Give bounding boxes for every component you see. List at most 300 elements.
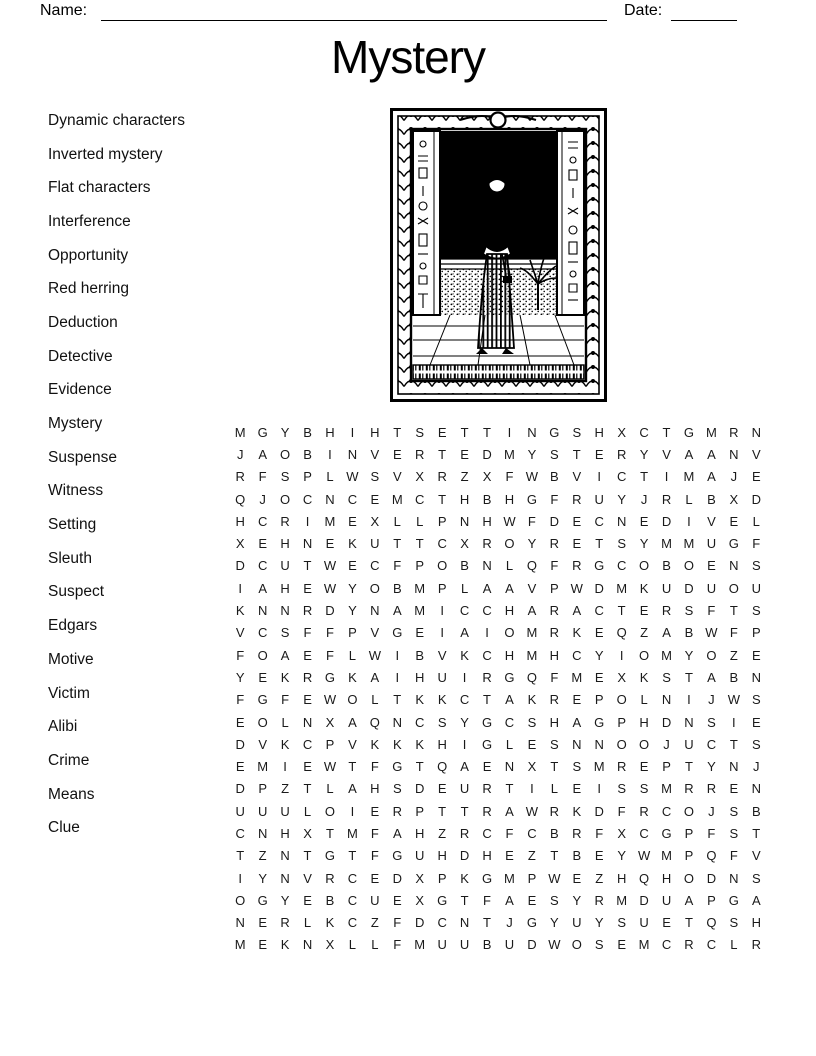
grid-cell: D xyxy=(235,781,245,797)
grid-cell: C xyxy=(257,513,268,529)
grid-cell: Y xyxy=(617,491,626,507)
grid-cell: T xyxy=(325,825,334,841)
grid-cell: V xyxy=(303,870,312,886)
grid-cell: H xyxy=(280,580,290,596)
grid-cell: J xyxy=(259,491,266,507)
grid-cell: R xyxy=(302,603,313,619)
grid-cell: A xyxy=(684,446,694,462)
word-list-item: Crime xyxy=(48,751,90,769)
left-pillar xyxy=(413,131,440,315)
grid-cell: X xyxy=(482,469,492,485)
grid-cell: C xyxy=(661,937,672,953)
grid-cell: N xyxy=(684,714,694,730)
grid-cell: K xyxy=(572,625,582,641)
grid-cell: A xyxy=(505,580,514,596)
grid-cell: E xyxy=(303,759,312,775)
grid-cell: A xyxy=(662,625,671,641)
grid-cell: J xyxy=(506,915,513,931)
grid-cell: C xyxy=(661,803,672,819)
grid-cell: R xyxy=(616,446,627,462)
grid-cell: H xyxy=(370,781,380,797)
grid-cell: T xyxy=(550,759,559,775)
grid-cell: P xyxy=(527,870,537,886)
grid-cell: G xyxy=(257,892,268,908)
grid-cell: U xyxy=(684,736,694,752)
grid-cell: E xyxy=(729,781,739,797)
grid-cell: R xyxy=(684,937,694,953)
grid-cell: C xyxy=(706,937,717,953)
grid-cell: F xyxy=(483,892,491,908)
grid-cell: M xyxy=(414,937,426,953)
grid-cell: O xyxy=(639,647,650,663)
grid-cell: G xyxy=(526,491,537,507)
grid-cell: M xyxy=(391,491,403,507)
grid-cell: C xyxy=(437,915,447,931)
grid-cell: U xyxy=(661,580,672,596)
grid-cell: V xyxy=(527,580,537,596)
grid-cell: X xyxy=(527,759,537,775)
grid-cell: M xyxy=(526,647,538,663)
grid-cell: D xyxy=(392,870,402,886)
grid-cell: L xyxy=(640,692,648,708)
grid-cell: F xyxy=(729,625,738,641)
grid-cell: C xyxy=(639,825,649,841)
grid-cell: I xyxy=(597,781,602,797)
grid-cell: N xyxy=(257,825,268,841)
grid-cell: X xyxy=(325,714,335,730)
grid-cell: C xyxy=(370,558,380,574)
grid-cell: C xyxy=(347,915,358,931)
grid-cell: R xyxy=(392,803,402,819)
grid-cell: Y xyxy=(550,915,559,931)
grid-cell: Z xyxy=(258,848,267,864)
grid-cell: T xyxy=(684,915,693,931)
grid-cell: B xyxy=(550,469,559,485)
grid-cell: O xyxy=(616,736,627,752)
grid-cell: A xyxy=(707,669,716,685)
grid-cell: S xyxy=(751,736,761,752)
grid-cell: L xyxy=(326,469,334,485)
grid-cell: N xyxy=(661,692,672,708)
grid-cell: E xyxy=(348,513,357,529)
grid-cell: T xyxy=(415,536,424,552)
grid-cell: E xyxy=(617,937,626,953)
grid-cell: X xyxy=(729,491,739,507)
grid-cell: N xyxy=(729,870,739,886)
grid-cell: Y xyxy=(617,848,626,864)
grid-cell: G xyxy=(257,424,268,440)
grid-cell: D xyxy=(482,446,492,462)
grid-cell: V xyxy=(707,513,716,529)
grid-cell: M xyxy=(683,469,695,485)
grid-cell: H xyxy=(370,424,380,440)
grid-cell: R xyxy=(235,469,245,485)
grid-cell: M xyxy=(234,937,246,953)
grid-cell: Z xyxy=(640,625,649,641)
grid-cell: W xyxy=(548,870,561,886)
word-list-item: Clue xyxy=(48,819,80,837)
grid-cell: U xyxy=(437,669,447,685)
grid-cell: M xyxy=(616,892,628,908)
grid-cell: J xyxy=(708,692,715,708)
grid-cell: A xyxy=(280,647,290,663)
grid-cell: A xyxy=(392,825,402,841)
grid-cell: U xyxy=(459,781,470,797)
grid-cell: F xyxy=(258,469,267,485)
grid-cell: R xyxy=(572,558,582,574)
grid-cell: F xyxy=(303,625,312,641)
grid-cell: G xyxy=(437,892,448,908)
grid-cell: V xyxy=(437,647,447,663)
grid-cell: E xyxy=(572,781,582,797)
grid-cell: K xyxy=(437,692,447,708)
grid-cell: D xyxy=(684,580,694,596)
grid-cell: R xyxy=(549,603,560,619)
grid-cell: E xyxy=(751,714,761,730)
grid-cell: R xyxy=(661,603,672,619)
grid-cell: I xyxy=(440,603,444,619)
grid-cell: R xyxy=(549,692,560,708)
grid-cell: Y xyxy=(527,446,537,462)
grid-cell: U xyxy=(639,915,649,931)
grid-cell: E xyxy=(572,513,582,529)
grid-cell: C xyxy=(302,491,313,507)
word-list-item: Interference xyxy=(48,212,131,230)
grid-cell: E xyxy=(482,759,492,775)
grid-cell: Y xyxy=(707,759,716,775)
grid-cell: Z xyxy=(527,848,536,864)
grid-cell: N xyxy=(280,870,290,886)
grid-cell: Y xyxy=(235,669,245,685)
grid-cell: U xyxy=(235,803,245,819)
grid-cell: H xyxy=(549,714,560,730)
grid-cell: C xyxy=(459,692,470,708)
grid-cell: G xyxy=(324,669,336,685)
grid-cell: I xyxy=(664,469,669,485)
grid-cell: O xyxy=(280,446,291,462)
grid-cell: E xyxy=(235,759,245,775)
grid-cell: B xyxy=(325,892,335,908)
grid-cell: Y xyxy=(639,536,649,552)
grid-cell: A xyxy=(258,446,267,462)
grid-cell: C xyxy=(527,825,537,841)
grid-cell: S xyxy=(751,692,761,708)
grid-cell: T xyxy=(595,536,604,552)
grid-cell: W xyxy=(323,558,337,574)
grid-cell: O xyxy=(639,558,650,574)
grid-cell: W xyxy=(525,469,539,485)
grid-cell: F xyxy=(370,848,379,864)
word-list-item: Sleuth xyxy=(48,549,92,567)
grid-cell: A xyxy=(707,446,716,462)
grid-cell: G xyxy=(728,892,739,908)
grid-cell: L xyxy=(303,803,312,819)
grid-cell: H xyxy=(437,848,447,864)
grid-cell: E xyxy=(258,915,267,931)
grid-cell: Y xyxy=(280,424,290,440)
grid-cell: T xyxy=(729,736,738,752)
grid-cell: L xyxy=(326,781,334,797)
grid-cell: Y xyxy=(684,647,694,663)
grid-cell: R xyxy=(280,513,290,529)
grid-cell: H xyxy=(325,424,335,440)
grid-cell: E xyxy=(415,625,425,641)
grid-cell: R xyxy=(549,803,560,819)
grid-cell: E xyxy=(392,892,402,908)
grid-cell: P xyxy=(437,870,447,886)
grid-cell: G xyxy=(481,870,493,886)
grid-cell: X xyxy=(415,870,425,886)
grid-cell: M xyxy=(414,603,426,619)
grid-cell: O xyxy=(571,937,582,953)
grid-cell: M xyxy=(661,647,672,663)
grid-cell: H xyxy=(482,848,492,864)
grid-cell: G xyxy=(683,424,695,440)
grid-cell: H xyxy=(504,491,515,507)
grid-cell: N xyxy=(751,669,761,685)
grid-cell: U xyxy=(572,915,582,931)
grid-cell: T xyxy=(550,848,559,864)
grid-cell: Y xyxy=(594,647,604,663)
grid-cell: P xyxy=(707,892,716,908)
grid-cell: G xyxy=(549,424,560,440)
grid-cell: D xyxy=(549,513,560,529)
grid-cell: K xyxy=(280,937,290,953)
grid-cell: I xyxy=(440,625,444,641)
grid-cell: S xyxy=(437,714,447,730)
word-list-item: Deduction xyxy=(48,313,118,331)
word-list-item: Opportunity xyxy=(48,246,129,264)
grid-cell: C xyxy=(639,424,649,440)
grid-cell: H xyxy=(751,915,761,931)
grid-cell: U xyxy=(280,558,290,574)
name-write-in-line[interactable] xyxy=(101,0,607,21)
grid-cell: I xyxy=(732,714,736,730)
grid-cell: T xyxy=(684,669,693,685)
grid-cell: B xyxy=(303,446,312,462)
grid-cell: O xyxy=(257,647,268,663)
word-list xyxy=(48,104,233,845)
grid-cell: T xyxy=(236,848,245,864)
grid-cell: G xyxy=(392,759,403,775)
grid-cell: N xyxy=(729,759,739,775)
grid-cell: O xyxy=(437,558,448,574)
grid-cell: F xyxy=(752,536,761,552)
grid-cell: K xyxy=(415,736,425,752)
grid-cell: L xyxy=(303,915,312,931)
grid-cell: L xyxy=(550,781,558,797)
grid-cell: H xyxy=(415,825,425,841)
grid-cell: H xyxy=(504,603,515,619)
right-pillar xyxy=(557,131,584,315)
word-list-item: Witness xyxy=(48,482,104,500)
grid-cell: R xyxy=(415,446,425,462)
grid-cell: C xyxy=(482,603,492,619)
word-list-item: Red herring xyxy=(48,280,129,298)
date-write-in-line[interactable] xyxy=(671,0,737,21)
grid-cell: F xyxy=(370,759,379,775)
clasped-hands xyxy=(493,149,502,158)
grid-cell: V xyxy=(235,625,245,641)
grid-cell: D xyxy=(325,603,335,619)
grid-cell: M xyxy=(324,513,336,529)
grid-cell: T xyxy=(572,446,581,462)
grid-cell: A xyxy=(460,625,469,641)
grid-cell: C xyxy=(257,558,268,574)
grid-cell: N xyxy=(751,781,761,797)
grid-cell: C xyxy=(347,491,358,507)
grid-cell: P xyxy=(662,759,671,775)
grid-cell: P xyxy=(258,781,267,797)
grid-cell: C xyxy=(235,825,245,841)
grid-cell: D xyxy=(235,736,245,752)
grid-cell: F xyxy=(236,647,245,663)
grid-cell: R xyxy=(661,491,672,507)
mystery-illustration xyxy=(390,108,607,402)
grid-cell: P xyxy=(437,580,447,596)
grid-cell: G xyxy=(526,915,537,931)
grid-cell: A xyxy=(348,714,357,730)
grid-cell: E xyxy=(729,513,739,529)
grid-cell: A xyxy=(482,580,492,596)
grid-cell: P xyxy=(415,558,425,574)
grid-cell: M xyxy=(661,536,672,552)
grid-cell: L xyxy=(393,513,401,529)
grid-cell: T xyxy=(483,424,491,440)
grid-cell: O xyxy=(347,692,358,708)
grid-cell: N xyxy=(235,915,245,931)
grid-cell: M xyxy=(257,759,269,775)
grid-cell: F xyxy=(707,825,716,841)
grid-cell: A xyxy=(258,580,267,596)
grid-cell: N xyxy=(257,603,268,619)
grid-cell: E xyxy=(370,491,380,507)
grid-cell: E xyxy=(258,536,267,552)
grid-cell: S xyxy=(639,781,649,797)
grid-cell: E xyxy=(527,736,537,752)
grid-cell: P xyxy=(617,714,626,730)
grid-cell: O xyxy=(504,625,515,641)
word-list-item: Means xyxy=(48,785,95,803)
grid-cell: T xyxy=(483,692,491,708)
grid-cell: B xyxy=(482,491,492,507)
grid-cell: I xyxy=(530,781,534,797)
grid-cell: R xyxy=(280,915,290,931)
grid-cell: G xyxy=(661,825,672,841)
grid-cell: Q xyxy=(706,848,717,864)
grid-cell: K xyxy=(460,647,469,663)
grid-cell: N xyxy=(527,424,537,440)
grid-cell: C xyxy=(415,491,425,507)
grid-cell: W xyxy=(323,759,337,775)
grid-cell: L xyxy=(505,736,514,752)
grid-cell: D xyxy=(459,848,470,864)
grid-cell: R xyxy=(437,469,447,485)
grid-cell: R xyxy=(729,424,739,440)
grid-cell: O xyxy=(324,803,336,819)
grid-cell: P xyxy=(684,825,694,841)
grid-cell: S xyxy=(572,424,582,440)
grid-cell: E xyxy=(258,937,267,953)
grid-cell: H xyxy=(415,669,425,685)
grid-cell: P xyxy=(594,692,604,708)
grid-cell: Z xyxy=(370,915,379,931)
grid-cell: D xyxy=(594,580,604,596)
grid-cell: J xyxy=(730,469,738,485)
word-list-item: Detective xyxy=(48,347,113,365)
date-label: Date: xyxy=(624,2,663,19)
grid-cell: V xyxy=(751,848,761,864)
grid-cell: E xyxy=(460,446,469,462)
grid-cell: O xyxy=(639,736,650,752)
grid-cell: N xyxy=(325,491,335,507)
grid-cell: N xyxy=(616,513,627,529)
grid-cell: Y xyxy=(572,892,582,908)
grid-cell: G xyxy=(594,714,605,730)
grid-cell: L xyxy=(416,513,424,529)
grid-cell: I xyxy=(687,692,691,708)
grid-cell: B xyxy=(729,669,739,685)
grid-cell: E xyxy=(639,603,649,619)
grid-cell: J xyxy=(663,736,670,752)
grid-cell: P xyxy=(684,848,694,864)
grid-cell: B xyxy=(572,848,582,864)
grid-cell: W xyxy=(570,580,583,596)
grid-cell: T xyxy=(483,915,491,931)
grid-cell: I xyxy=(283,759,287,775)
grid-cell: I xyxy=(328,446,332,462)
grid-cell: U xyxy=(257,803,268,819)
grid-cell: F xyxy=(393,915,402,931)
grid-cell: T xyxy=(662,424,671,440)
grid-cell: U xyxy=(706,580,717,596)
grid-cell: Z xyxy=(595,870,604,886)
grid-cell: L xyxy=(371,692,379,708)
grid-cell: R xyxy=(706,781,717,797)
grid-cell: I xyxy=(395,647,400,663)
grid-cell: V xyxy=(751,446,761,462)
grid-cell: H xyxy=(661,870,672,886)
grid-cell: F xyxy=(527,513,536,529)
grid-cell: C xyxy=(706,736,717,752)
grid-cell: Q xyxy=(526,558,537,574)
grid-cell: L xyxy=(460,580,469,596)
grid-cell: C xyxy=(257,625,268,641)
grid-cell: I xyxy=(507,424,512,440)
grid-cell: B xyxy=(684,625,694,641)
word-list-item: Dynamic characters xyxy=(48,111,185,129)
grid-cell: R xyxy=(572,491,582,507)
grid-cell: B xyxy=(662,558,671,574)
grid-cell: N xyxy=(280,603,290,619)
grid-cell: E xyxy=(594,669,604,685)
grid-cell: M xyxy=(616,580,628,596)
grid-cell: L xyxy=(371,937,379,953)
grid-cell: K xyxy=(235,603,245,619)
grid-cell: X xyxy=(370,513,380,529)
grid-cell: L xyxy=(281,714,289,730)
grid-cell: X xyxy=(617,424,626,440)
grid-cell: K xyxy=(460,870,469,886)
grid-cell: Q xyxy=(369,714,380,730)
grid-cell: O xyxy=(683,558,695,574)
grid-cell: E xyxy=(707,558,716,574)
grid-cell: Q xyxy=(235,491,246,507)
grid-cell: A xyxy=(572,714,582,730)
grid-cell: A xyxy=(348,781,357,797)
grid-cell: R xyxy=(751,937,761,953)
grid-cell: N xyxy=(751,424,761,440)
